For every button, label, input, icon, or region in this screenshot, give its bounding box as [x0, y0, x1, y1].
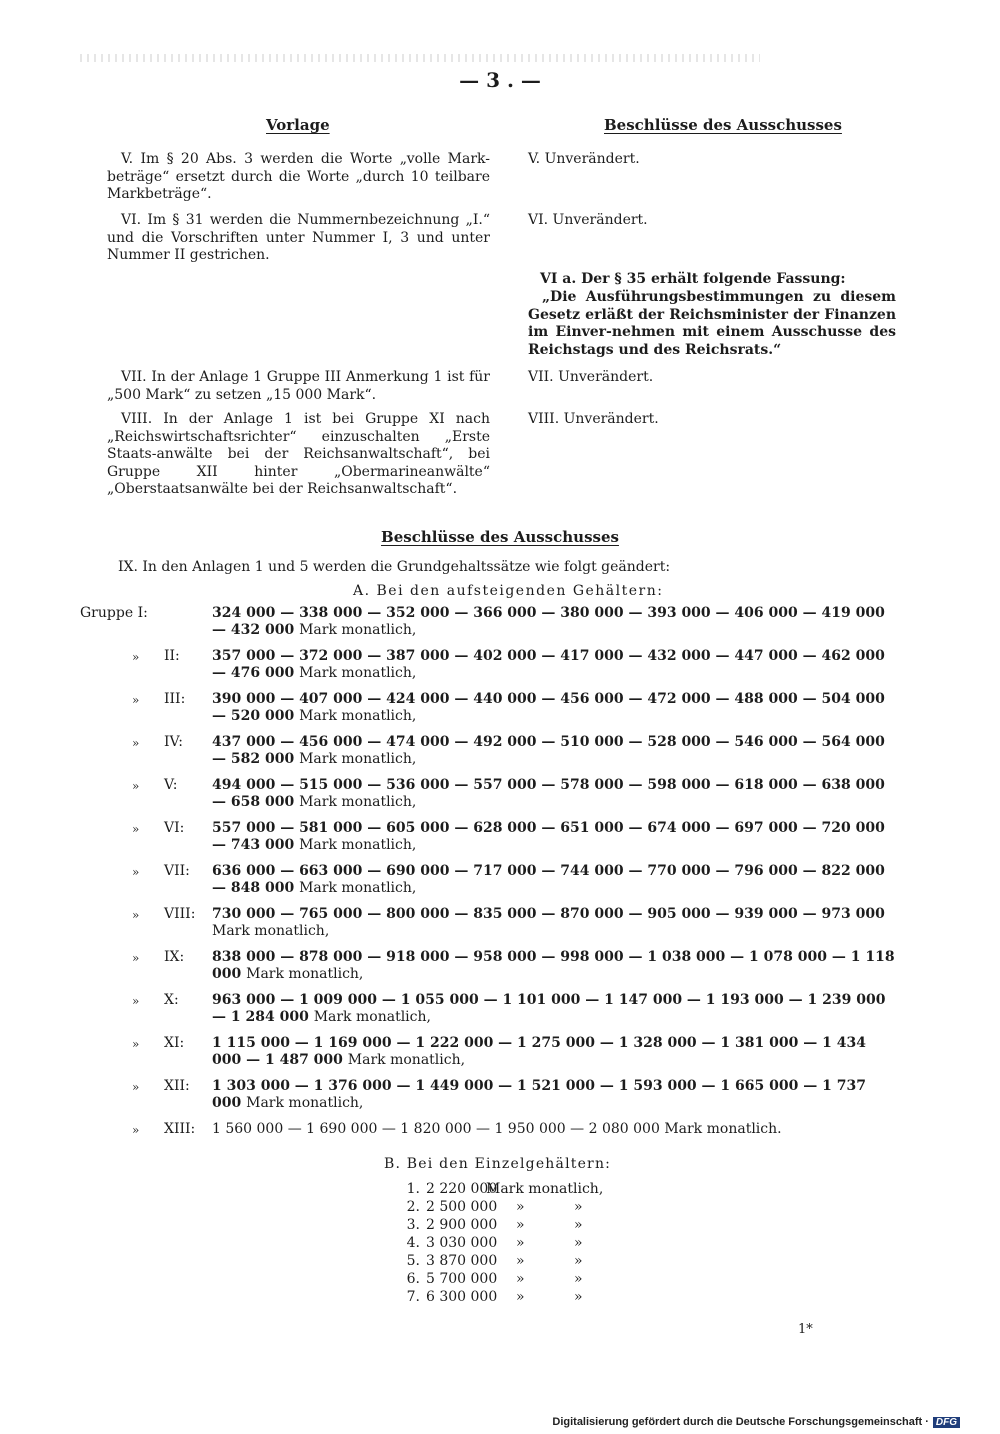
subsection-a-heading: A. Bei den aufsteigenden Gehältern: [353, 583, 664, 599]
section-heading: Beschlüsse des Ausschusses [381, 528, 619, 546]
group-values: 1 115 000 — 1 169 000 — 1 222 000 — 1 275 000 — 1 328 000 — 1 381 000 — 1 434 000 — 1 487 000 Mark monatlich, [212, 1035, 866, 1068]
group-values: 730 000 — 765 000 — 800 000 — 835 000 — 870 000 — 905 000 — 939 000 — 973 000 Mark monatlich, [212, 906, 885, 939]
footer-credit: Digitalisierung gefördert durch die Deutsche Forschungsgemeinschaft · DFG [552, 1416, 960, 1428]
group-values: 494 000 — 515 000 — 536 000 — 557 000 — 578 000 — 598 000 — 618 000 — 638 000 — 658 000 Mark monatlich, [212, 777, 885, 810]
group-values: 324 000 — 338 000 — 352 000 — 366 000 — 380 000 — 393 000 — 406 000 — 419 000 — 432 000 Mark monatlich, [212, 605, 885, 638]
individual-row: 7. 6 300 000 » » [406, 1289, 583, 1305]
section-intro: IX. In den Anlagen 1 und 5 werden die Grundgehaltssätze wie folgt geändert: [118, 559, 671, 575]
individual-row: 3. 2 900 000 » » [406, 1217, 583, 1233]
group-values: 963 000 — 1 009 000 — 1 055 000 — 1 101 000 — 1 147 000 — 1 193 000 — 1 239 000 — 1 284 000 Mark monatlich, [212, 992, 886, 1025]
left-paragraph-vii: VII. In der Anlage 1 Gruppe III Anmerkung 1 ist für „500 Mark“ zu setzen „15 000 Mark“. [107, 369, 490, 403]
group-values: 390 000 — 407 000 — 424 000 — 440 000 — 456 000 — 472 000 — 488 000 — 504 000 — 520 000 Mark monatlich, [212, 691, 885, 724]
dfg-logo: DFG [933, 1417, 960, 1428]
individual-row: 5. 3 870 000 » » [406, 1253, 583, 1269]
scan-artifact [80, 54, 760, 62]
left-column-heading: Vorlage [266, 116, 330, 134]
right-paragraph-via-title: VI a. Der § 35 erhält folgende Fassung: [540, 271, 846, 287]
right-paragraph-via-text: „Die Ausführungsbestimmungen zu diesem Gesetz erläßt der Reichsminister der Finanzen im Einver-nehmen mit einem Ausschusse des Reichstags und des Reichsrats.“ [528, 289, 896, 358]
group-values: 1 303 000 — 1 376 000 — 1 449 000 — 1 521 000 — 1 593 000 — 1 665 000 — 1 737 000 Mark monatlich, [212, 1078, 866, 1111]
group-values: 357 000 — 372 000 — 387 000 — 402 000 — 417 000 — 432 000 — 447 000 — 462 000 — 476 000 Mark monatlich, [212, 648, 885, 681]
right-paragraph-vi: VI. Unverändert. [528, 212, 648, 228]
subsection-b-heading: B. Bei den Einzelgehältern: [384, 1156, 612, 1172]
individual-row: 4. 3 030 000 » » [406, 1235, 583, 1251]
right-paragraph-viii: VIII. Unverändert. [528, 411, 659, 427]
right-column-heading: Beschlüsse des Ausschusses [604, 116, 842, 134]
group-values: 437 000 — 456 000 — 474 000 — 492 000 — 510 000 — 528 000 — 546 000 — 564 000 — 582 000 Mark monatlich, [212, 734, 885, 767]
individual-row: 2. 2 500 000 » » [406, 1199, 583, 1215]
right-paragraph-vii: VII. Unverändert. [528, 369, 654, 385]
signature-mark: 1* [798, 1322, 813, 1337]
left-paragraph-vi: VI. Im § 31 werden die Nummernbezeichnung „I.“ und die Vorschriften unter Nummer I, 3 und unter Nummer II gestrichen. [107, 212, 490, 263]
group-values: 557 000 — 581 000 — 605 000 — 628 000 — 651 000 — 674 000 — 697 000 — 720 000 — 743 000 Mark monatlich, [212, 820, 885, 853]
page-number: — 3 . — [459, 68, 541, 92]
group-values: 838 000 — 878 000 — 918 000 — 958 000 — 998 000 — 1 038 000 — 1 078 000 — 1 118 000 Mark monatlich, [212, 949, 895, 982]
group-values: 636 000 — 663 000 — 690 000 — 717 000 — 744 000 — 770 000 — 796 000 — 822 000 — 848 000 Mark monatlich, [212, 863, 885, 896]
left-paragraph-v: V. Im § 20 Abs. 3 werden die Worte „volle Mark-beträge“ ersetzt durch die Worte „durch 10 teilbare Markbeträge“. [107, 151, 490, 202]
individual-row: 6. 5 700 000 » » [406, 1271, 583, 1287]
group-values: 1 560 000 — 1 690 000 — 1 820 000 — 1 950 000 — 2 080 000 Mark monatlich. [212, 1121, 782, 1137]
right-paragraph-v: V. Unverändert. [528, 151, 640, 167]
left-paragraph-viii: VIII. In der Anlage 1 ist bei Gruppe XI nach „Reichswirtschaftsrichter“ einzuschalten „Erste Staats-anwälte bei der Reichsanwaltschaft“, bei Gruppe XII hinter „Obermarineanwälte“ „Oberstaatsanwälte bei der Reichsanwaltschaft“. [107, 411, 490, 497]
individual-row: 1. 2 220 000 Mark monatlich, [406, 1181, 604, 1197]
